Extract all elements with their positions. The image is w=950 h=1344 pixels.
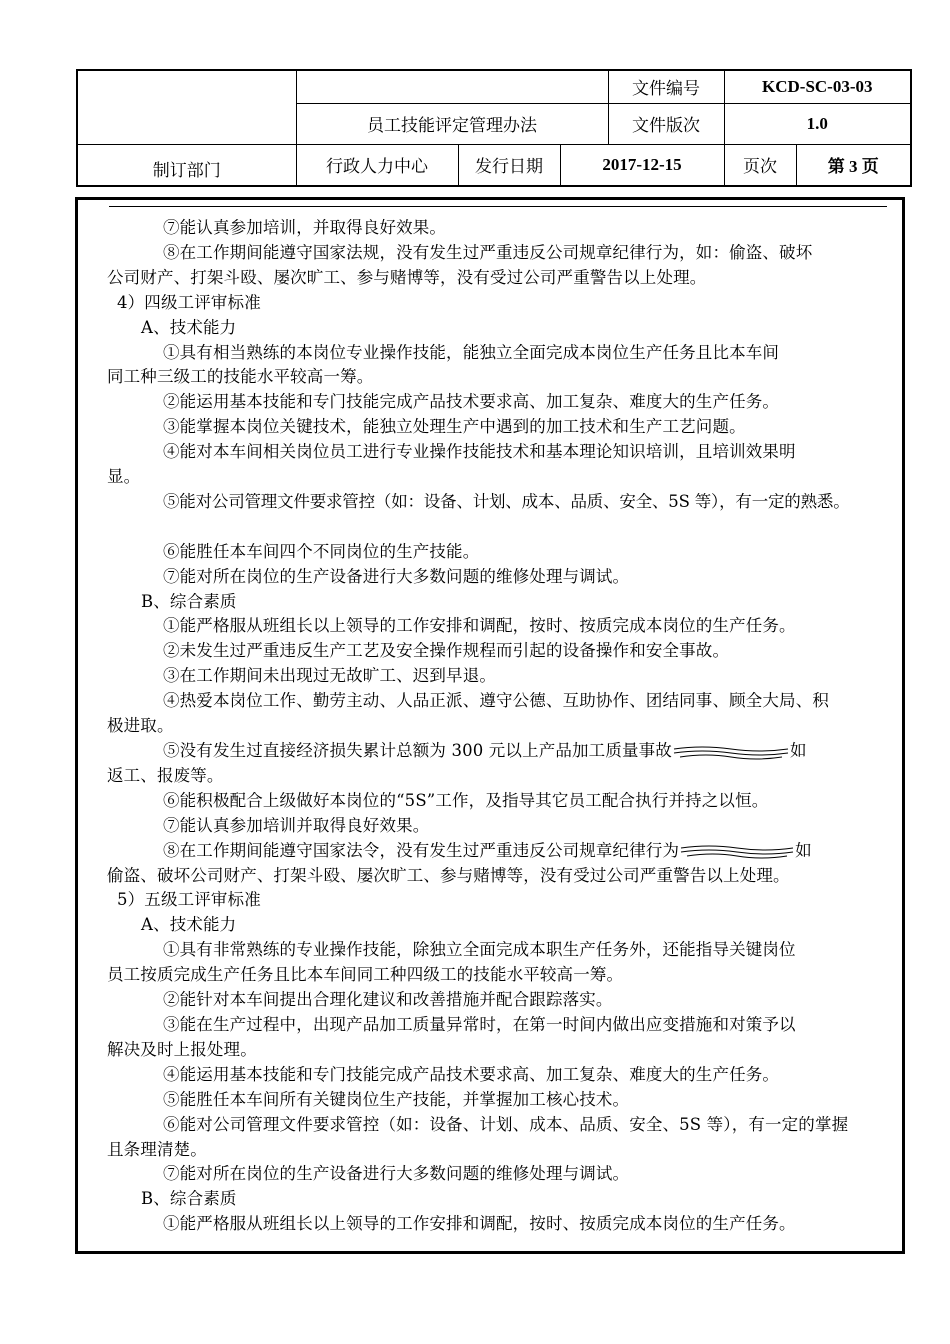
body-line: ⑥能胜任本车间四个不同岗位的生产技能。 (163, 541, 480, 561)
dept-value: 行政人力中心 (296, 144, 458, 186)
version-label: 文件版次 (608, 103, 724, 144)
body-line: ⑦能对所在岗位的生产设备进行大多数问题的维修处理与调试。 (163, 1164, 630, 1184)
body-top-rule (109, 206, 887, 207)
document-header-table (76, 69, 912, 187)
header-blank-title-cell (296, 70, 608, 103)
body-line: ⑥能积极配合上级做好本岗位的“5S”工作，及指导其它员工配合执行并持之以恒。 (163, 790, 769, 810)
body-line-text: ⑤没有发生过直接经济损失累计总额为 300 元以上产品加工质量事故 (163, 741, 672, 761)
body-line: 极进取。 (107, 716, 174, 736)
body-line-text: ⑧在工作期间能遵守国家法令，没有发生过严重违反公司规章纪律行为 (163, 840, 680, 860)
document-title: 员工技能评定管理办法 (296, 103, 608, 144)
dept-label: 制订部门 (77, 144, 296, 186)
body-line-text: 如 (789, 741, 807, 761)
body-line: ④能运用基本技能和专门技能完成产品技术要求高、加工复杂、难度大的生产任务。 (163, 1064, 780, 1084)
body-line: ③能在生产过程中，出现产品加工质量异常时，在第一时间内做出应变措施和对策予以 (163, 1014, 796, 1034)
subsection-heading: A、技术能力 (141, 317, 237, 337)
subsection-heading: B、综合素质 (141, 1189, 237, 1209)
body-line: ①能严格服从班组长以上领导的工作安排和调配，按时、按质完成本岗位的生产任务。 (163, 616, 796, 636)
body-line: 公司财产、打架斗殴、屡次旷工、参与赌博等，没有受过公司严重警告以上处理。 (107, 267, 707, 287)
page-label: 页次 (724, 144, 796, 186)
squiggle-mark-icon (679, 843, 795, 859)
issue-date-label: 发行日期 (458, 144, 560, 186)
body-line (107, 839, 897, 864)
body-line: 同工种三级工的技能水平较高一筹。 (107, 367, 374, 387)
section-heading-level5: 5）五级工评审标准 (117, 890, 261, 910)
squiggle-mark-icon (672, 744, 790, 760)
body-line: ②能针对本车间提出合理化建议和改善措施并配合跟踪落实。 (163, 990, 613, 1010)
body-line: ⑦能认真参加培训，并取得良好效果。 (163, 218, 447, 237)
header-blank-cell (77, 70, 296, 144)
version-value: 1.0 (724, 103, 911, 144)
document-body-frame (75, 197, 905, 1254)
body-line: ②未发生过严重违反生产工艺及安全操作规程而引起的设备操作和安全事故。 (163, 641, 730, 661)
body-line: 偷盗、破坏公司财产、打架斗殴、屡次旷工、参与赌博等，没有受过公司严重警告以上处理。 (107, 865, 790, 885)
subsection-heading: A、技术能力 (141, 915, 237, 935)
file-no-label: 文件编号 (608, 70, 724, 103)
body-line: ①具有非常熟练的专业操作技能，除独立全面完成本职生产任务外，还能指导关键岗位 (163, 940, 796, 960)
body-line: ⑥能对公司管理文件要求管控（如：设备、计划、成本、品质、安全、5S 等），有一定的掌握 (163, 1114, 849, 1134)
body-line: ②能运用基本技能和专门技能完成产品技术要求高、加工复杂、难度大的生产任务。 (163, 392, 780, 412)
body-line: ⑦能认真参加培训并取得良好效果。 (163, 815, 430, 835)
body-line: ④热爱本岗位工作、勤劳主动、人品正派、遵守公德、互助协作、团结同事、顾全大局、积 (163, 691, 829, 711)
body-line: ③在工作期间未出现过无故旷工、迟到早退。 (163, 666, 496, 686)
body-line: ①具有相当熟练的本岗位专业操作技能，能独立全面完成本岗位生产任务且比本车间 (163, 342, 780, 362)
body-line: ⑤能胜任本车间所有关键岗位生产技能，并掌握加工核心技术。 (163, 1089, 630, 1109)
body-line-text: 如 (795, 840, 812, 860)
subsection-heading: B、综合素质 (141, 591, 237, 611)
body-line: ⑦能对所在岗位的生产设备进行大多数问题的维修处理与调试。 (163, 566, 630, 586)
body-line: ④能对本车间相关岗位员工进行专业操作技能技术和基本理论知识培训，且培训效果明 (163, 442, 796, 462)
document-body-text (107, 216, 897, 1237)
body-line: ⑤能对公司管理文件要求管控（如：设备、计划、成本、品质、安全、5S 等），有一定的熟悉。 (163, 491, 850, 511)
section-heading-level4: 4）四级工评审标准 (117, 292, 261, 312)
body-line: 显。 (107, 467, 141, 487)
body-line: ③能掌握本岗位关键技术，能独立处理生产中遇到的加工技术和生产工艺问题。 (163, 417, 746, 437)
page-value: 第 3 页 (796, 144, 911, 186)
body-line (107, 739, 897, 764)
body-line: ⑧在工作期间能遵守国家法规，没有发生过严重违反公司规章纪律行为，如：偷盗、破坏 (163, 242, 813, 262)
body-line: 解决及时上报处理。 (107, 1039, 257, 1059)
blank-line (107, 515, 897, 540)
body-line: ①能严格服从班组长以上领导的工作安排和调配，按时、按质完成本岗位的生产任务。 (163, 1214, 796, 1234)
body-line: 返工、报废等。 (107, 765, 224, 785)
issue-date-value: 2017-12-15 (560, 144, 724, 186)
file-no-value: KCD-SC-03-03 (724, 70, 911, 103)
body-line: 且条理清楚。 (107, 1139, 207, 1159)
body-line: 员工按质完成生产任务且比本车间同工种四级工的技能水平较高一筹。 (107, 965, 624, 985)
